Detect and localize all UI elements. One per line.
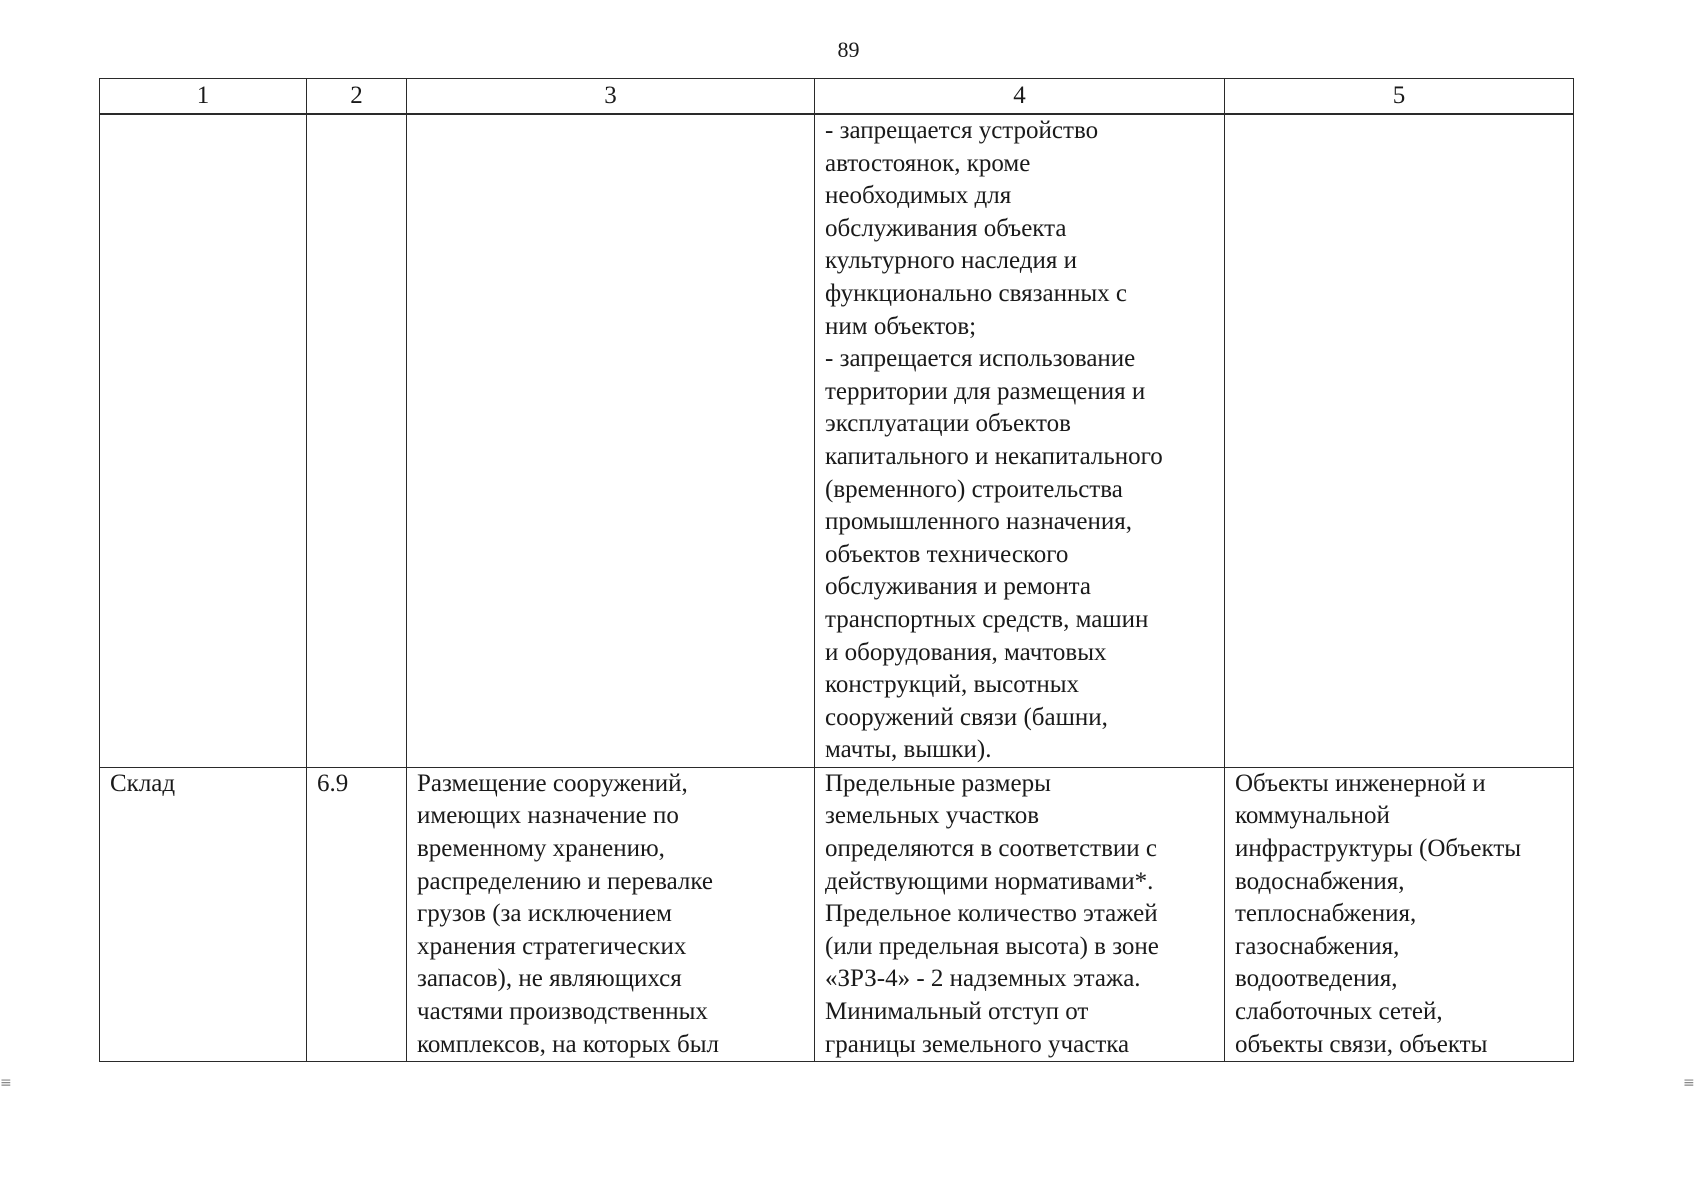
text-line: сооружений связи (башни, [825,703,1108,731]
text-line: комплексов, на которых был [417,1030,720,1058]
text-line: Размещение сооружений, [417,769,688,797]
text-line: капитального и некапитального [825,442,1163,470]
cell-empty [307,114,407,767]
cell-use-name [100,767,307,1061]
use-code: 6.9 [317,769,349,797]
cell-empty [407,114,815,767]
text-line: необходимых для [825,182,1012,210]
page-number: 89 [837,37,860,62]
cell-restrictions-continued [815,114,1225,767]
text-line: обслуживания и ремонта [825,573,1091,601]
text-line: Предельные размеры [825,769,1051,797]
text-line: (или предельная высота) в зоне [825,932,1159,960]
text-line: границы земельного участка [825,1030,1130,1058]
text-line: - запрещается устройство [825,117,1099,144]
text-line: Объекты инженерной и [1235,769,1486,797]
text-line: слаботочных сетей, [1235,998,1443,1026]
text-line: распределению и перевалке [417,867,713,895]
text-line: Предельное количество этажей [825,900,1158,928]
text-line: (временного) строительства [825,475,1123,503]
text-line: газоснабжения, [1235,932,1400,960]
regulations-table [99,78,1574,1062]
text-line: функционально связанных с [825,279,1128,307]
cell-use-description [407,767,815,1061]
text-line: водоснабжения, [1235,867,1405,895]
text-line: объекты связи, объекты [1235,1030,1488,1058]
column-header-5: 5 [1225,79,1574,115]
cell-empty [100,114,307,767]
cell-empty [1225,114,1574,767]
text-line: эксплуатации объектов [825,410,1071,438]
text-line: запасов), не являющихся [417,965,682,993]
text-line: и оборудования, мачтовых [825,638,1107,666]
text-line: хранения стратегических [417,932,687,960]
text-line: конструкций, высотных [825,671,1080,699]
cell-use-code [307,767,407,1061]
text-line: частями производственных [417,998,708,1026]
text-line: определяются в соответствии с [825,835,1158,863]
text-line: объектов технического [825,540,1069,568]
text-line: обслуживания объекта [825,214,1067,242]
table-header-row [100,79,1574,115]
text-line: автостоянок, кроме [825,149,1031,177]
text-line: имеющих назначение по [417,802,679,830]
cell-parameters [815,767,1225,1061]
table-row [100,114,1574,767]
cell-auxiliary-uses [1225,767,1574,1061]
scan-edge-mark: ≡ [1683,1075,1695,1091]
column-header-1: 1 [100,79,307,115]
text-line: - запрещается использование [825,345,1136,373]
text-line: водоотведения, [1235,965,1398,993]
text-line: мачты, вышки). [825,736,992,764]
text-line: действующими нормативами*. [825,867,1154,895]
text-line: грузов (за исключением [417,900,672,928]
text-line: коммунальной [1235,802,1390,830]
text-line: теплоснабжения, [1235,900,1417,928]
column-header-4: 4 [815,79,1225,115]
text-line: культурного наследия и [825,247,1078,275]
text-line: инфраструктуры (Объекты [1235,835,1522,863]
table-row [100,767,1574,1061]
text-line: временному хранению, [417,835,665,863]
scan-edge-mark: ≡ [0,1075,12,1091]
text-line: ним объектов; [825,312,977,340]
text-line: территории для размещения и [825,377,1146,405]
text-line: транспортных средств, машин [825,605,1149,633]
text-line: «ЗРЗ-4» - 2 надземных этажа. [825,965,1141,993]
column-header-2: 2 [307,79,407,115]
text-line: промышленного назначения, [825,508,1132,536]
column-header-3: 3 [407,79,815,115]
use-name: Склад [110,769,176,797]
text-line: земельных участков [825,802,1040,830]
text-line: Минимальный отступ от [825,998,1089,1026]
